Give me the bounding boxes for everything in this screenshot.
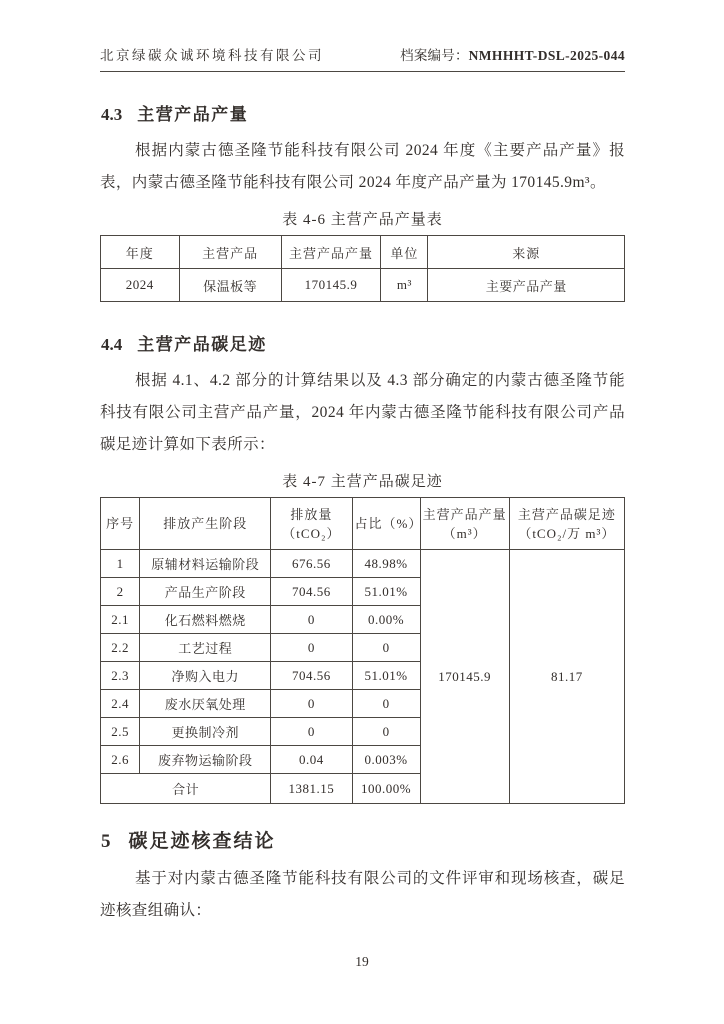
t47-col-production: 主营产品产量（m³） bbox=[420, 498, 509, 550]
section-4-4-title: 主营产品碳足迹 bbox=[137, 335, 267, 354]
t46-col-product: 主营产品 bbox=[179, 236, 281, 269]
table-row: 2.3 净购入电力 704.56 51.01% bbox=[101, 662, 625, 690]
page-number: 19 bbox=[355, 954, 369, 969]
section-5-number: 5 bbox=[101, 831, 111, 852]
t46-unit: m³ bbox=[381, 269, 428, 302]
section-5-title: 碳足迹核查结论 bbox=[128, 831, 276, 852]
table-row: 1 原辅材料运输阶段 676.56 48.98% 170145.9 81.17 bbox=[101, 550, 625, 578]
table-row: 2.2 工艺过程 0 0 bbox=[101, 634, 625, 662]
table-row: 2.5 更换制冷剂 0 0 bbox=[101, 718, 625, 746]
table-row bbox=[101, 269, 625, 302]
section-4-3-title: 主营产品产量 bbox=[137, 105, 249, 124]
t46-col-output: 主营产品产量 bbox=[281, 236, 381, 269]
t47-total-emission: 1381.15 bbox=[271, 774, 352, 804]
t46-year: 2024 bbox=[101, 269, 180, 302]
t47-col-index: 序号 bbox=[101, 498, 140, 550]
table-4-6-caption: 表 4-6 主营产品产量表 bbox=[282, 212, 443, 228]
section-5-heading bbox=[101, 826, 625, 853]
t47-col-emission: 排放量 （tCO₂） bbox=[271, 498, 352, 550]
section-4-3-number: 4.3 bbox=[101, 105, 123, 124]
section-4-4-heading bbox=[101, 330, 625, 355]
t47-col-stage: 排放产生阶段 bbox=[140, 498, 271, 550]
table-4-7 bbox=[100, 497, 625, 804]
archive-no-value: NMHHHT-DSL-2025-044 bbox=[468, 48, 625, 63]
section-4-3-heading bbox=[101, 100, 625, 125]
t47-total-label: 合计 bbox=[101, 774, 271, 804]
t47-total-share: 100.00% bbox=[352, 774, 420, 804]
t47-production-value: 170145.9 bbox=[420, 550, 509, 804]
table-row: 2.4 废水厌氧处理 0 0 bbox=[101, 690, 625, 718]
page-header bbox=[100, 44, 625, 72]
t46-col-unit: 单位 bbox=[381, 236, 428, 269]
t46-product: 保温板等 bbox=[179, 269, 281, 302]
t47-footprint-value: 81.17 bbox=[509, 550, 624, 804]
table-4-6-header-row bbox=[101, 236, 625, 269]
t47-col-share: 占比（%） bbox=[352, 498, 420, 550]
archive-number bbox=[400, 44, 625, 64]
table-row: 2.1 化石燃料燃烧 0 0.00% bbox=[101, 606, 625, 634]
table-4-7-header-row bbox=[101, 498, 625, 550]
section-4-4-paragraph: 根据 4.1、4.2 部分的计算结果以及 4.3 部分确定的内蒙古德圣隆节能科技有限公司主营产品产量，2024 年内蒙古德圣隆节能科技有限公司产品碳足迹计算如下表所示： bbox=[100, 372, 625, 453]
table-row: 2.6 废弃物运输阶段 0.04 0.003% bbox=[101, 746, 625, 774]
section-4-3-paragraph: 根据内蒙古德圣隆节能科技有限公司 2024 年度《主要产品产量》报表，内蒙古德圣隆节能科技有限公司 2024 年度产品产量为 170145.9m³。 bbox=[100, 142, 625, 191]
t46-col-year: 年度 bbox=[101, 236, 180, 269]
section-4-4-number: 4.4 bbox=[101, 335, 123, 354]
archive-label: 档案编号： bbox=[400, 48, 469, 63]
t47-col-footprint: 主营产品碳足迹 （tCO₂/万 m³） bbox=[509, 498, 624, 550]
t46-output: 170145.9 bbox=[281, 269, 381, 302]
t46-col-source: 来源 bbox=[428, 236, 625, 269]
t46-source: 主要产品产量 bbox=[428, 269, 625, 302]
table-4-6 bbox=[100, 235, 625, 302]
table-row: 2 产品生产阶段 704.56 51.01% bbox=[101, 578, 625, 606]
table-4-7-caption: 表 4-7 主营产品碳足迹 bbox=[282, 474, 443, 490]
company-name: 北京绿碳众诚环境科技有限公司 bbox=[100, 48, 324, 63]
section-5-paragraph: 基于对内蒙古德圣隆节能科技有限公司的文件评审和现场核查，碳足迹核查组确认： bbox=[100, 870, 625, 919]
